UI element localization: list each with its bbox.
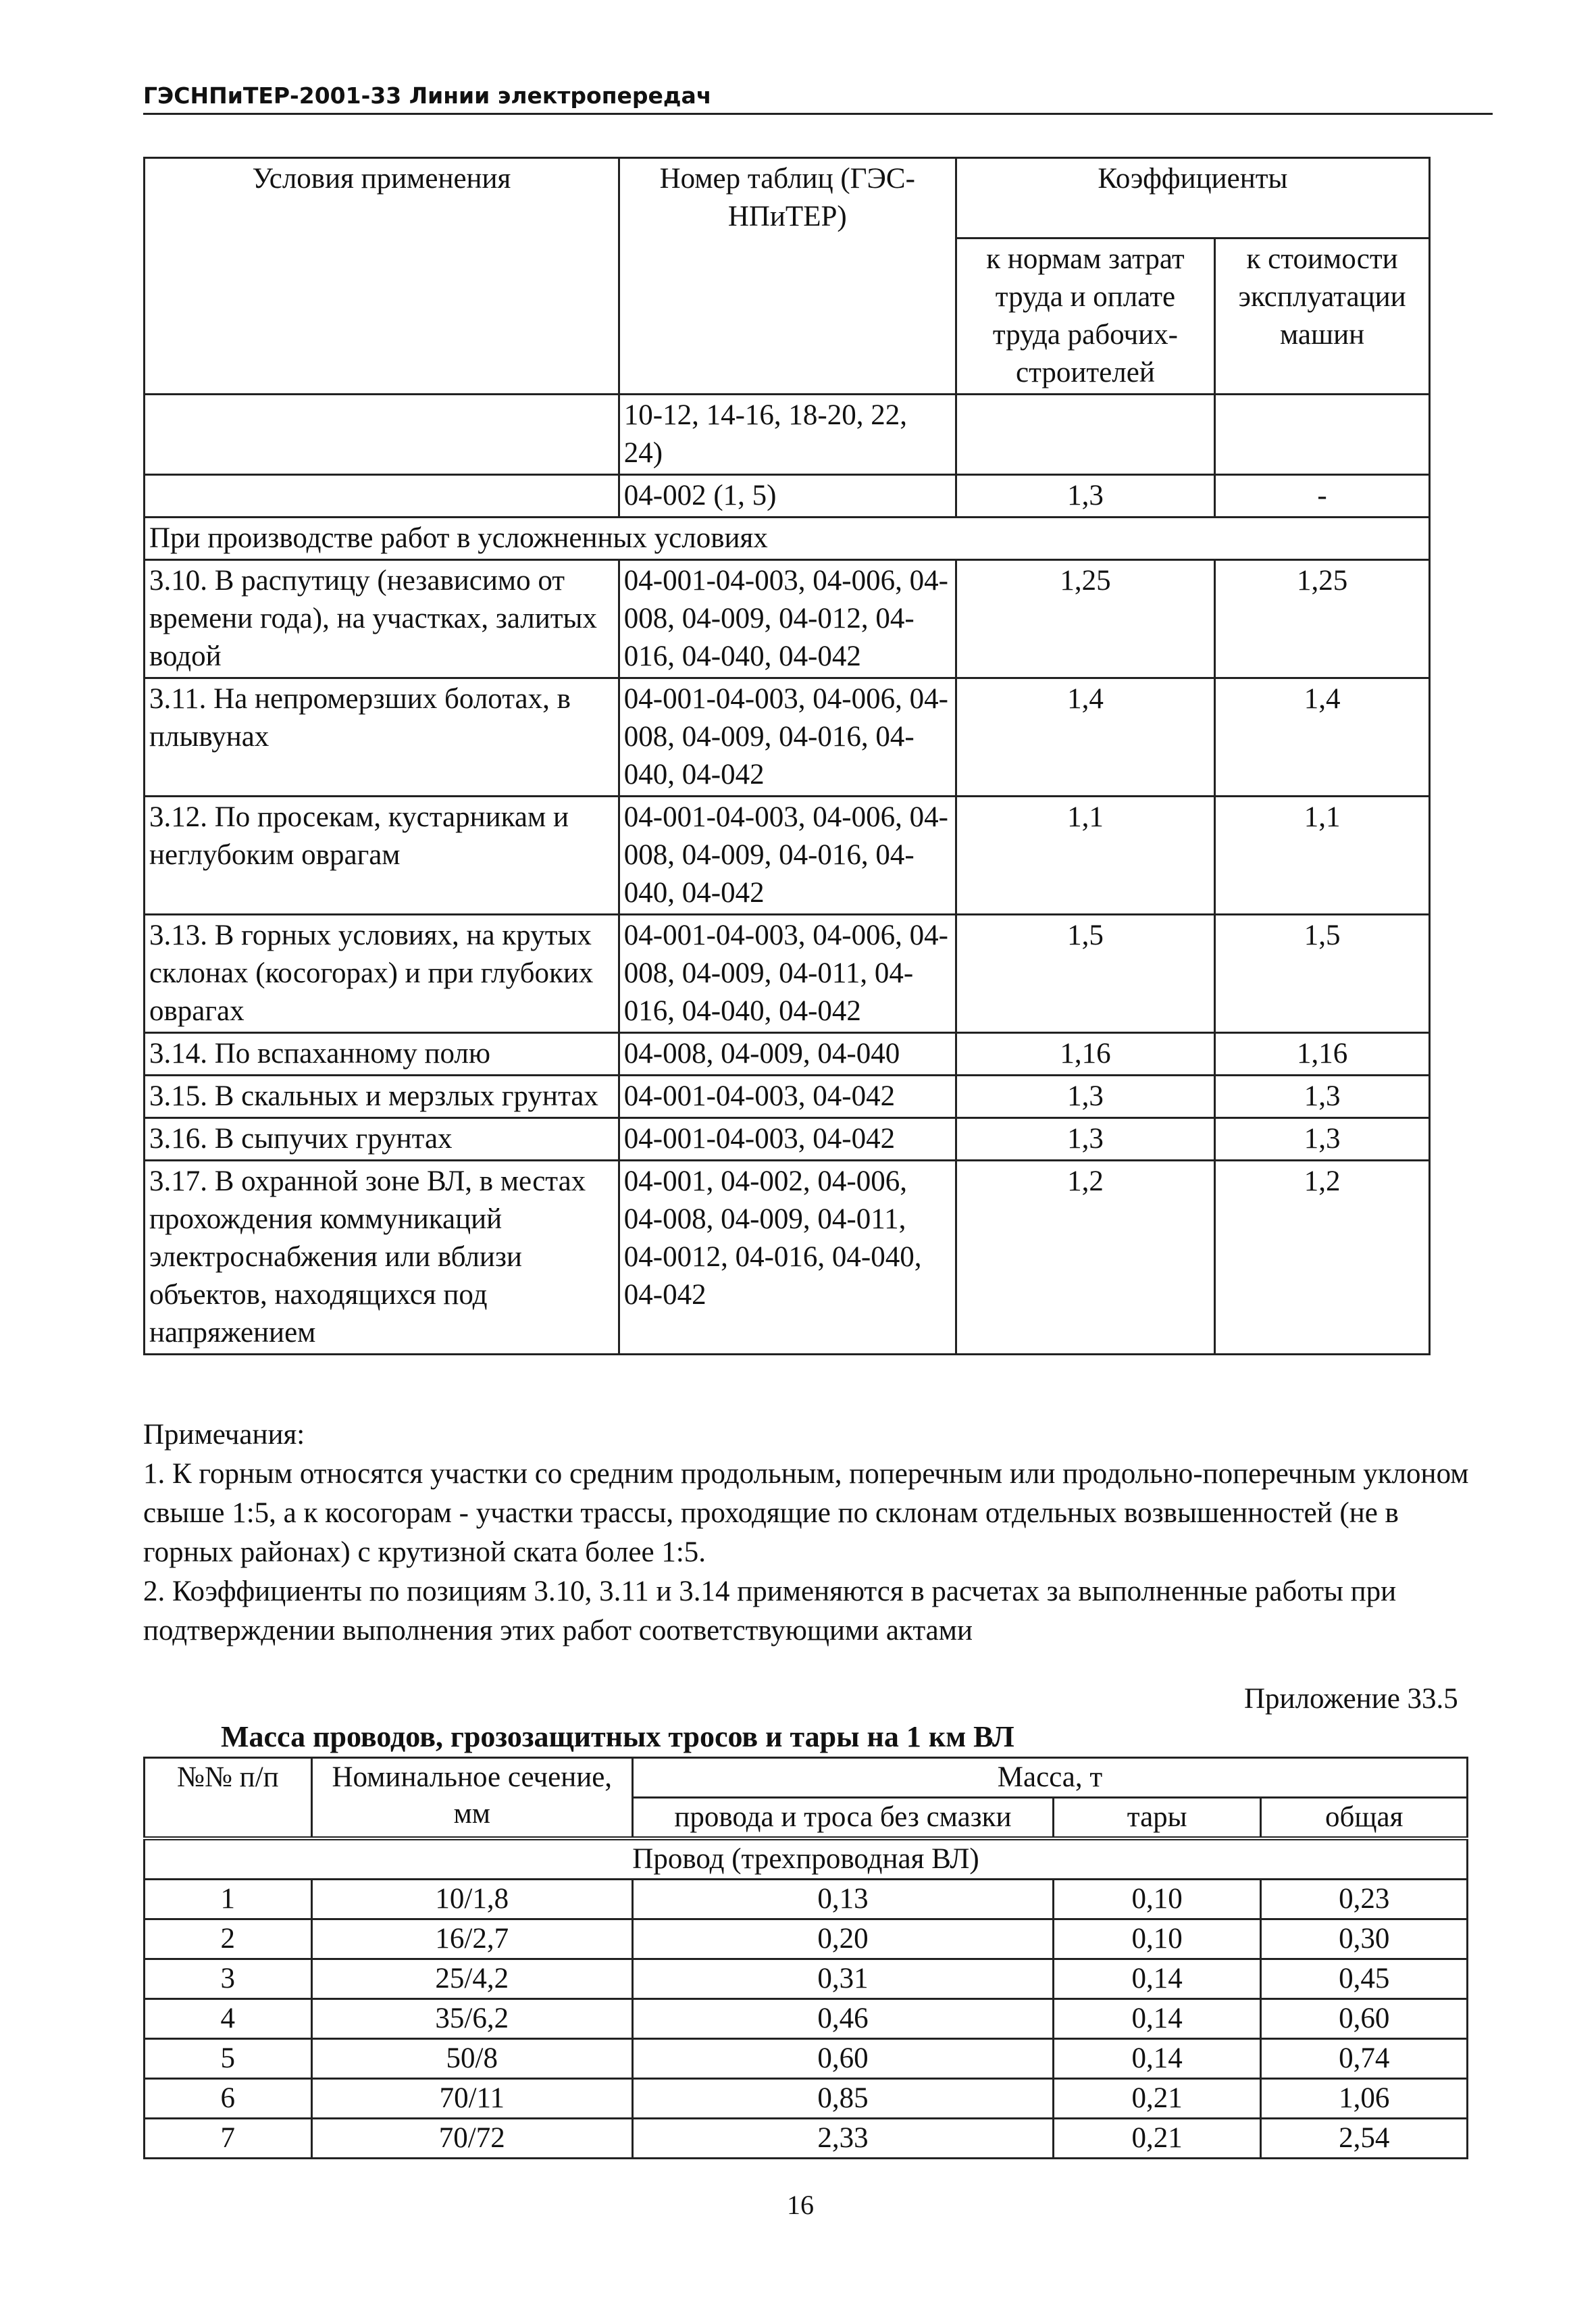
mass-table-title: Масса проводов, грозозащитных тросов и тары на 1 км ВЛ	[221, 1720, 1014, 1753]
condition-cell: 3.13. В горных условиях, на крутых склонах (косогорах) и при глубоких оврагах	[145, 915, 619, 1033]
page-number: 16	[787, 2190, 814, 2220]
tare-mass-cell: 0,21	[1053, 2079, 1261, 2119]
condition-cell: 3.11. На непромерзших болотах, в плывунах	[145, 678, 619, 797]
labor-coef-cell: 1,4	[956, 678, 1214, 797]
total-mass-cell: 1,06	[1261, 2079, 1468, 2119]
table-numbers-cell: 04-001-04-003, 04-006, 04-008, 04-009, 04-016, 04-040, 04-042	[619, 797, 956, 915]
table-row	[145, 915, 1430, 1033]
machine-coef-cell: 1,3	[1215, 1118, 1430, 1161]
labor-coef-cell: 1,5	[956, 915, 1214, 1033]
wire-mass-cell: 0,46	[633, 1999, 1054, 2039]
tare-mass-cell: 0,14	[1053, 1959, 1261, 1999]
section-cell: 70/11	[311, 2079, 632, 2119]
machine-coef-cell: 1,4	[1215, 678, 1430, 797]
group-row: Провод (трехпроводная ВЛ)	[145, 1838, 1468, 1880]
table-numbers-cell: 04-001-04-003, 04-042	[619, 1076, 956, 1118]
notes	[143, 1415, 1487, 1651]
table-row	[145, 2039, 1468, 2079]
labor-coef-cell: 1,3	[956, 1118, 1214, 1161]
note-item: 2. Коэффициенты по позициям 3.10, 3.11 и 3.14 применяются в расчетах за выполненные работы при подтверждении выполнения этих работ соответствующими актами	[143, 1576, 1397, 1646]
table-numbers-cell: 04-002 (1, 5)	[619, 475, 956, 518]
table-row	[145, 1118, 1430, 1161]
table-numbers-cell: 04-001-04-003, 04-006, 04-008, 04-009, 04-012, 04-016, 04-040, 04-042	[619, 560, 956, 678]
col-header-machines: к стоимости эксплуатации машин	[1215, 238, 1430, 395]
total-mass-cell: 0,30	[1261, 1919, 1468, 1959]
section-cell: 16/2,7	[311, 1919, 632, 1959]
condition-cell	[145, 475, 619, 518]
wire-mass-cell: 0,13	[633, 1880, 1054, 1919]
total-mass-cell: 0,23	[1261, 1880, 1468, 1919]
col-header-table-no: Номер таблиц (ГЭС-НПиТЕР)	[619, 158, 956, 395]
wire-mass-cell: 2,33	[633, 2119, 1054, 2159]
table-row	[145, 2079, 1468, 2119]
tare-mass-cell: 0,14	[1053, 2039, 1261, 2079]
section-cell: 35/6,2	[311, 1999, 632, 2039]
section-cell: 50/8	[311, 2039, 632, 2079]
labor-coef-cell	[956, 395, 1214, 475]
labor-coef-cell: 1,2	[956, 1161, 1214, 1355]
table-numbers-cell: 04-001, 04-002, 04-006, 04-008, 04-009, 04-011, 04-0012, 04-016, 04-040, 04-042	[619, 1161, 956, 1355]
tare-mass-cell: 0,10	[1053, 1880, 1261, 1919]
labor-coef-cell: 1,16	[956, 1033, 1214, 1076]
total-mass-cell: 0,60	[1261, 1999, 1468, 2039]
total-mass-cell: 0,45	[1261, 1959, 1468, 1999]
section-cell: 10/1,8	[311, 1880, 632, 1919]
condition-cell	[145, 395, 619, 475]
labor-coef-cell: 1,1	[956, 797, 1214, 915]
appendix-label: Приложение 33.5	[1244, 1683, 1458, 1715]
row-number-cell: 5	[145, 2039, 312, 2079]
machine-coef-cell: 1,25	[1215, 560, 1430, 678]
section-cell: 25/4,2	[311, 1959, 632, 1999]
row-number-cell: 4	[145, 1999, 312, 2039]
section-row: При производстве работ в усложненных условиях	[145, 518, 1430, 560]
row-number-cell: 6	[145, 2079, 312, 2119]
table-row	[145, 475, 1430, 518]
machine-coef-cell: 1,2	[1215, 1161, 1430, 1355]
condition-cell: 3.17. В охранной зоне ВЛ, в местах прохождения коммуникаций электроснабжения или вблизи объектов, находящихся под напряжением	[145, 1161, 619, 1355]
section-cell: 70/72	[311, 2119, 632, 2159]
condition-cell: 3.12. По просекам, кустарникам и неглубоким оврагам	[145, 797, 619, 915]
table-numbers-cell: 04-001-04-003, 04-006, 04-008, 04-009, 04-016, 04-040, 04-042	[619, 678, 956, 797]
total-mass-cell: 2,54	[1261, 2119, 1468, 2159]
labor-coef-cell: 1,25	[956, 560, 1214, 678]
mass-table	[143, 1757, 1468, 2159]
table-numbers-cell: 04-008, 04-009, 04-040	[619, 1033, 956, 1076]
page-header: ГЭСНПиТЕР-2001-33 Линии электропередач	[143, 82, 1493, 115]
wire-mass-cell: 0,20	[633, 1919, 1054, 1959]
col-header-section: Номинальное сечение, мм	[311, 1758, 632, 1839]
table-row	[145, 1076, 1430, 1118]
labor-coef-cell: 1,3	[956, 475, 1214, 518]
col-header-conditions: Условия применения	[145, 158, 619, 395]
condition-cell: 3.16. В сыпучих грунтах	[145, 1118, 619, 1161]
table-row	[145, 395, 1430, 475]
table-row	[145, 1880, 1468, 1919]
machine-coef-cell: 1,3	[1215, 1076, 1430, 1118]
condition-cell: 3.14. По вспаханному полю	[145, 1033, 619, 1076]
wire-mass-cell: 0,85	[633, 2079, 1054, 2119]
col-header-tare: тары	[1053, 1798, 1261, 1839]
col-header-labor: к нормам затрат труда и оплате труда рабочих-строителей	[956, 238, 1214, 395]
machine-coef-cell: 1,5	[1215, 915, 1430, 1033]
table-row	[145, 1919, 1468, 1959]
condition-cell: 3.10. В распутицу (независимо от времени года), на участках, залитых водой	[145, 560, 619, 678]
col-header-mass: Масса, т	[633, 1758, 1468, 1798]
machine-coef-cell	[1215, 395, 1430, 475]
condition-cell: 3.15. В скальных и мерзлых грунтах	[145, 1076, 619, 1118]
table-row	[145, 678, 1430, 797]
table-row	[145, 1959, 1468, 1999]
labor-coef-cell: 1,3	[956, 1076, 1214, 1118]
col-header-coefficients: Коэффициенты	[956, 158, 1429, 238]
table-row	[145, 797, 1430, 915]
table-row	[145, 1033, 1430, 1076]
row-number-cell: 7	[145, 2119, 312, 2159]
tare-mass-cell: 0,21	[1053, 2119, 1261, 2159]
machine-coef-cell: -	[1215, 475, 1430, 518]
table-numbers-cell: 04-001-04-003, 04-006, 04-008, 04-009, 04-011, 04-016, 04-040, 04-042	[619, 915, 956, 1033]
wire-mass-cell: 0,60	[633, 2039, 1054, 2079]
row-number-cell: 3	[145, 1959, 312, 1999]
tare-mass-cell: 0,10	[1053, 1919, 1261, 1959]
row-number-cell: 2	[145, 1919, 312, 1959]
col-header-num: №№ п/п	[145, 1758, 312, 1839]
notes-title: Примечания:	[143, 1419, 305, 1451]
wire-mass-cell: 0,31	[633, 1959, 1054, 1999]
machine-coef-cell: 1,16	[1215, 1033, 1430, 1076]
col-header-wire: провода и троса без смазки	[633, 1798, 1054, 1839]
table-numbers-cell: 10-12, 14-16, 18-20, 22, 24)	[619, 395, 956, 475]
table-row	[145, 2119, 1468, 2159]
total-mass-cell: 0,74	[1261, 2039, 1468, 2079]
note-item: 1. К горным относятся участки со средним продольным, поперечным или продольно-поперечным уклоном свыше 1:5, а к косогорам - участки трассы, проходящие по склонам отдельных возвышенностей (не в горных районах) с крутизной ската более 1:5.	[143, 1458, 1469, 1568]
tare-mass-cell: 0,14	[1053, 1999, 1261, 2039]
row-number-cell: 1	[145, 1880, 312, 1919]
table-row	[145, 1161, 1430, 1355]
table-numbers-cell: 04-001-04-003, 04-042	[619, 1118, 956, 1161]
table-row	[145, 1999, 1468, 2039]
coefficients-table	[143, 157, 1431, 1355]
col-header-total: общая	[1261, 1798, 1468, 1839]
machine-coef-cell: 1,1	[1215, 797, 1430, 915]
table-row	[145, 560, 1430, 678]
